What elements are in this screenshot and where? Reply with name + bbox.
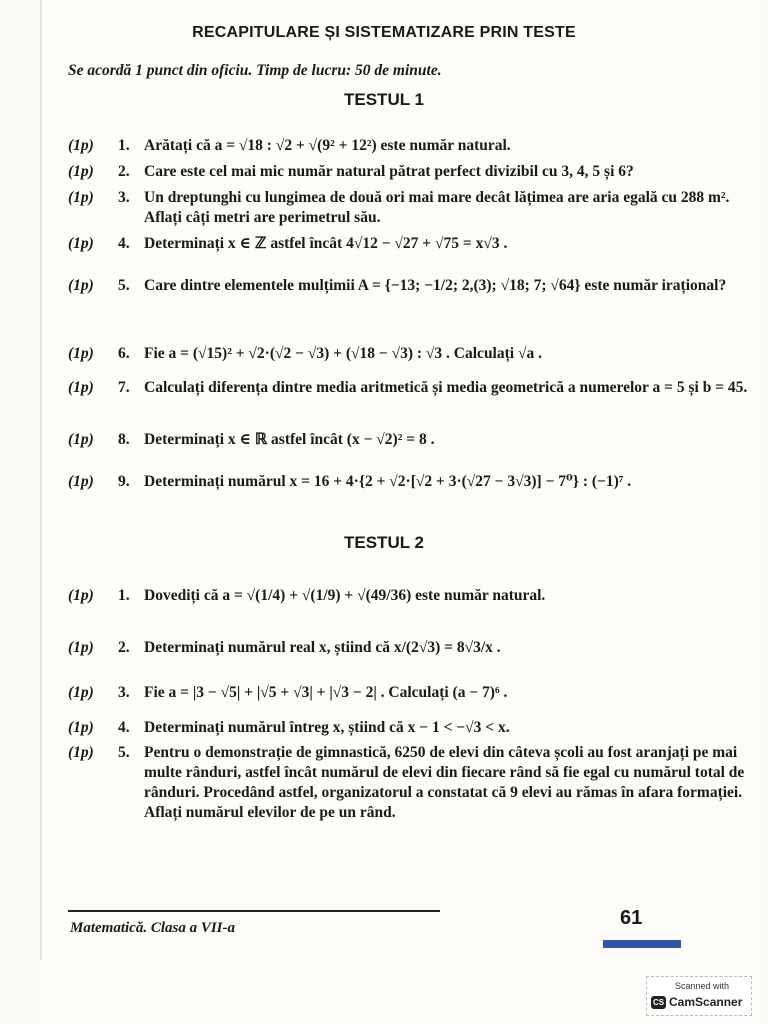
- test2-title: TESTUL 2: [344, 533, 424, 552]
- item-number: 2.: [118, 639, 130, 656]
- footer-book-title: Matematică. Clasa a VII-a: [70, 920, 236, 936]
- item-number: 3.: [118, 189, 130, 206]
- item-points: (1p): [68, 719, 94, 736]
- item-number: 1.: [118, 137, 130, 154]
- item-text: Pentru o demonstrație de gimnastică, 6250 de elevi din câteva școli au fost aranjați pe mai multe rânduri, astfel încât numărul de elevi din fiecare rând să fie egal cu numărul total de rânduri. Procedând astfel, organizatorul a constatat că 9 elevi au rămas în afara formației. Aflați numărul elevilor de pe un rând.: [144, 744, 745, 821]
- item-points: (1p): [68, 473, 94, 490]
- item-text: Fie a = (√15)² + √2·(√2 − √3) + (√18 − √3) : √3 . Calculați √a .: [144, 345, 542, 362]
- item-text: Determinați numărul întreg x, știind că x − 1 < −√3 < x.: [144, 719, 510, 736]
- item-points: (1p): [68, 684, 94, 701]
- item-number: 5.: [118, 744, 130, 761]
- item-text: Calculați diferența dintre media aritmetică și media geometrică a numerelor a = 5 și b = 45.: [144, 379, 748, 396]
- page-number-bar: [603, 940, 681, 948]
- item-points: (1p): [68, 235, 94, 252]
- item-number: 4.: [118, 719, 130, 736]
- camscanner-watermark: [646, 976, 752, 1016]
- item-text: Fie a = |3 − √5| + |√5 + √3| + |√3 − 2| . Calculați (a − 7)⁶ .: [144, 684, 508, 701]
- item-text: Arătați că a = √18 : √2 + √(9² + 12²) este număr natural.: [144, 137, 511, 154]
- item-number: 4.: [118, 235, 130, 252]
- page-heading: RECAPITULARE ȘI SISTEMATIZARE PRIN TESTE: [192, 24, 576, 41]
- item-points: (1p): [68, 379, 94, 396]
- item-points: (1p): [68, 587, 94, 604]
- item-number: 2.: [118, 163, 130, 180]
- item-points: (1p): [68, 744, 94, 761]
- item-text: Determinați x ∈ ℤ astfel încât 4√12 − √27 + √75 = x√3 .: [144, 235, 508, 252]
- page-number: 61: [620, 907, 643, 929]
- item-points: (1p): [68, 277, 94, 294]
- item-number: 3.: [118, 684, 130, 701]
- item-points: (1p): [68, 431, 94, 448]
- item-text: Care dintre elementele mulțimii A = {−13; −1/2; 2,(3); √18; 7; √64} este număr irațional?: [144, 277, 727, 294]
- item-text: Care este cel mai mic număr natural pătrat perfect divizibil cu 3, 4, 5 și 6?: [144, 163, 634, 180]
- item-text: Determinați numărul x = 16 + 4·{2 + √2·[√2 + 3·(√27 − 3√3)] − 7⁰} : (−1)⁷ .: [144, 473, 632, 490]
- item-text: Dovediți că a = √(1/4) + √(1/9) + √(49/36) este număr natural.: [144, 587, 546, 604]
- camscanner-logo-icon: CS: [652, 998, 665, 1007]
- item-points: (1p): [68, 639, 94, 656]
- test1-title: TESTUL 1: [344, 90, 424, 109]
- intro-text: Se acordă 1 punct din oficiu. Timp de lucru: 50 de minute.: [68, 62, 442, 79]
- item-number: 5.: [118, 277, 130, 294]
- item-number: 6.: [118, 345, 130, 362]
- item-points: (1p): [68, 163, 94, 180]
- item-points: (1p): [68, 137, 94, 154]
- item-points: (1p): [68, 189, 94, 206]
- item-number: 7.: [118, 379, 130, 396]
- item-text: Determinați numărul real x, știind că x/(2√3) = 8√3/x .: [144, 639, 501, 656]
- item-text: Determinați x ∈ ℝ astfel încât (x − √2)² = 8 .: [144, 431, 435, 448]
- item-number: 8.: [118, 431, 130, 448]
- item-number: 1.: [118, 587, 130, 604]
- scanner-brand: CamScanner: [669, 995, 743, 1009]
- item-number: 9.: [118, 473, 130, 490]
- item-text: Un dreptunghi cu lungimea de două ori mai mare decât lățimea are aria egală cu 288 m². Aflați câți metri are perimetrul său.: [144, 189, 730, 226]
- scanner-caption: Scanned with: [675, 981, 730, 991]
- footer-rule: [68, 910, 440, 912]
- item-points: (1p): [68, 345, 94, 362]
